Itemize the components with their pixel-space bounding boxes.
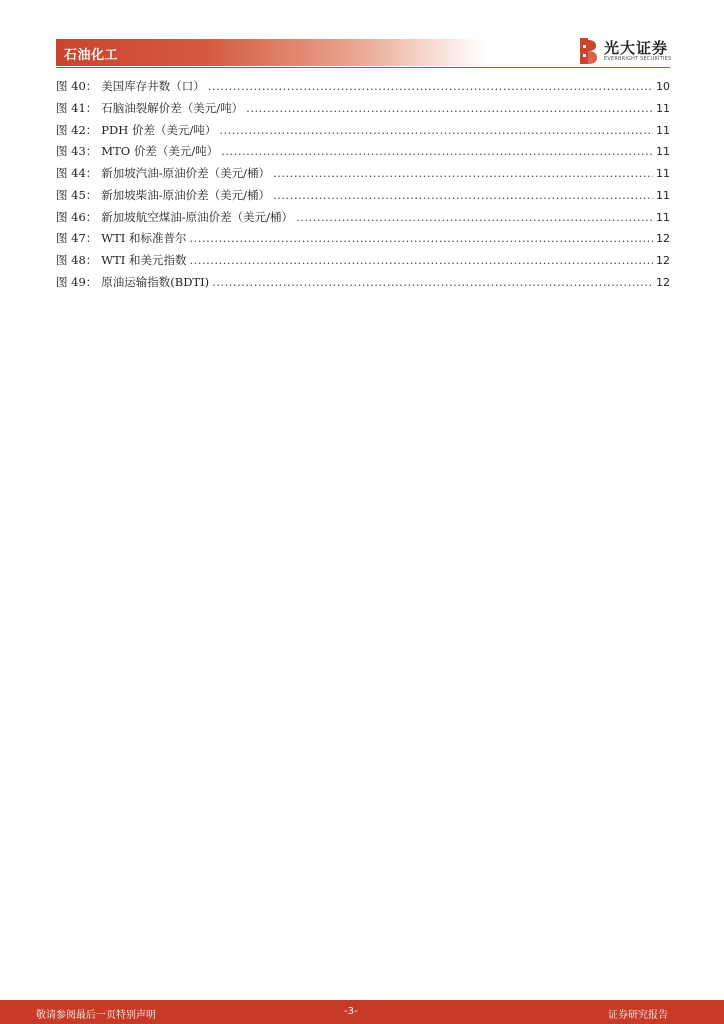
toc-page-number: 11 <box>656 123 670 137</box>
toc-entry[interactable] <box>56 250 670 272</box>
footer-disclaimer: 敬请参阅最后一页特别声明 <box>36 1010 156 1021</box>
company-logo <box>578 37 673 65</box>
toc-page-number: 10 <box>656 80 670 93</box>
toc-figure-title: WTI 和美元指数 <box>101 253 187 267</box>
figure-list <box>56 76 670 294</box>
logo-text-cn: 光大证券 <box>604 39 669 57</box>
footer-report-type: 证券研究报告 <box>608 1010 668 1021</box>
header-divider <box>56 67 670 68</box>
toc-dot-leader <box>273 185 653 207</box>
toc-page-number: 11 <box>656 101 670 115</box>
toc-dot-leader <box>246 98 653 120</box>
toc-figure-title: 石脑油裂解价差（美元/吨） <box>101 100 244 115</box>
logo-mark-icon <box>578 37 598 65</box>
toc-entry[interactable] <box>56 76 670 98</box>
toc-figure-title: 新加坡航空煤油-原油价差（美元/桶） <box>101 209 294 224</box>
logo-text-en: EVERBRIGHT SECURITIES <box>604 56 672 62</box>
toc-figure-number: 图 48： <box>56 253 98 267</box>
toc-figure-title: 新加坡汽油-原油价差（美元/桶） <box>101 166 271 180</box>
toc-page-number: 11 <box>656 167 670 180</box>
toc-figure-number: 图 44： <box>56 166 98 180</box>
toc-page-number: 11 <box>656 188 670 202</box>
toc-dot-leader <box>212 272 653 294</box>
toc-figure-number: 图 41： <box>56 100 98 115</box>
toc-figure-title: MTO 价差（美元/吨） <box>101 144 219 159</box>
toc-entry[interactable] <box>56 207 670 229</box>
toc-figure-number: 图 43： <box>56 144 98 159</box>
toc-dot-leader <box>190 228 654 250</box>
toc-page-number: 12 <box>656 254 670 267</box>
toc-dot-leader <box>219 120 653 142</box>
toc-entry[interactable] <box>56 120 670 142</box>
toc-page-number: 11 <box>656 210 670 224</box>
section-label: 石油化工 <box>64 48 119 63</box>
toc-figure-number: 图 49： <box>56 274 98 289</box>
toc-entry[interactable] <box>56 185 670 207</box>
toc-dot-leader <box>190 250 654 272</box>
toc-dot-leader <box>208 76 653 98</box>
toc-entry[interactable] <box>56 272 670 294</box>
toc-dot-leader <box>221 141 653 163</box>
toc-page-number: 12 <box>656 232 670 246</box>
toc-page-number: 12 <box>656 275 670 289</box>
toc-figure-title: 原油运输指数(BDTI) <box>101 274 210 289</box>
toc-figure-number: 图 45： <box>56 187 98 202</box>
toc-figure-title: 新加坡柴油-原油价差（美元/桶） <box>101 187 271 202</box>
toc-figure-number: 图 46： <box>56 209 98 224</box>
toc-figure-title: WTI 和标准普尔 <box>101 231 187 246</box>
toc-dot-leader <box>296 207 653 229</box>
page-number: -3- <box>344 1006 358 1017</box>
toc-figure-number: 图 47： <box>56 231 98 246</box>
toc-entry[interactable] <box>56 163 670 185</box>
toc-entry[interactable] <box>56 228 670 250</box>
toc-figure-number: 图 42： <box>56 122 98 137</box>
toc-figure-title: 美国库存井数（口） <box>101 79 205 93</box>
toc-entry[interactable] <box>56 141 670 163</box>
toc-figure-title: PDH 价差（美元/吨） <box>101 122 217 137</box>
toc-figure-number: 图 40： <box>56 79 98 93</box>
toc-page-number: 11 <box>656 145 670 159</box>
toc-dot-leader <box>273 163 653 185</box>
toc-entry[interactable] <box>56 98 670 120</box>
header-band <box>56 39 484 66</box>
